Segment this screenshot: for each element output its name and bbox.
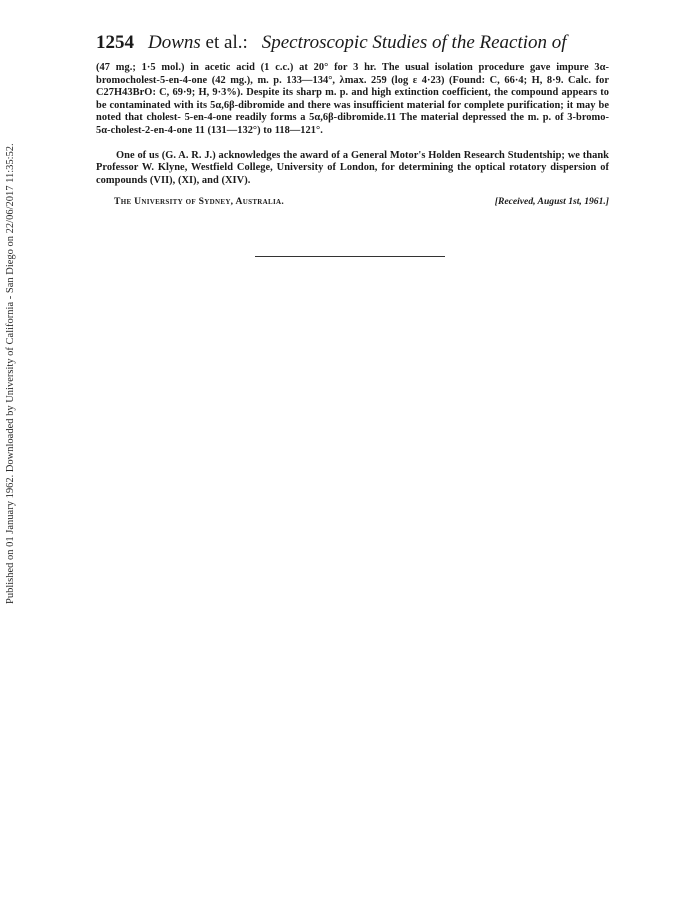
text-line: extinction coefficient, the compound appears to be contaminated with its 5α,6β-dibromide — [96, 87, 609, 111]
text-line: C, 66·4; H, 8·9. Calc. for C27H43BrO: C, 69·9; H, 9·3%). Despite its sharp m. p. and high — [96, 74, 609, 99]
running-title: Spectroscopic Studies of the Reaction of — [261, 32, 567, 53]
text-line: 5-en-4-one readily forms a 5α,6β-dibromide.11 The material depressed the m. p. of 3-bromo- — [184, 112, 610, 124]
author-name: Downs — [148, 32, 201, 53]
text-line: 5α-cholest-2-en-4-one 11 (131—132°) to 118—121°. — [96, 124, 323, 136]
text-line: (47 mg.; 1·5 mol.) in acetic acid (1 c.c.) at 20° for 3 hr. The usual isolation procedure gave — [96, 62, 551, 73]
et-al: et al.: — [205, 32, 248, 53]
received-date: [Received, August 1st, 1961.] — [494, 196, 609, 208]
text-line: and there was insufficient material for complete purification; it may be noted that cholest- — [96, 99, 609, 124]
affiliation: The University of Sydney, Australia. — [114, 196, 285, 208]
text-line: determining the optical rotatory dispersion of compounds (VII), (XI), and (XIV). — [96, 162, 609, 186]
text-line: impure 3α-bromocholest-5-en-4-one (42 mg.), m. p. 133—134°, λmax. 259 (log ε 4·23) (Found: — [96, 62, 609, 86]
running-authors — [148, 32, 248, 54]
download-notice: Published on 01 January 1962. Downloaded by University of California - San Diego on 22/06/2017 11:35:52. — [5, 143, 16, 604]
end-rule — [255, 256, 445, 257]
running-head — [96, 32, 609, 62]
acknowledgement-paragraph — [96, 150, 609, 188]
text-line: Studentship; we thank Professor W. Klyne, Westfield College, University of London, for — [96, 149, 610, 174]
experimental-paragraph — [96, 62, 609, 138]
text-line: One of us (G. A. R. J.) acknowledges the award of a General Motor's Holden Research — [116, 149, 505, 161]
page-number: 1254 — [96, 32, 134, 53]
page-body — [96, 32, 609, 208]
affiliation-row — [96, 196, 609, 208]
